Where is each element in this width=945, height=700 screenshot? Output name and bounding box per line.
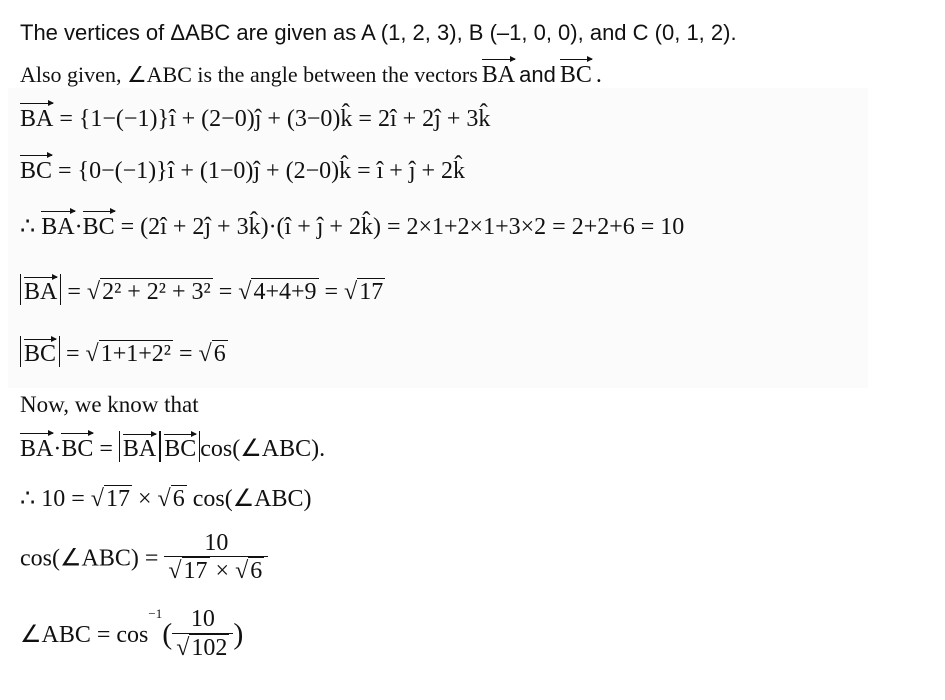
magnitude-BA-abs bbox=[20, 274, 61, 305]
intro-line-2-text: Also given, ∠ABC is the angle between the vectors bbox=[20, 62, 478, 87]
cos-formula-abs-BC-vector: BC bbox=[164, 431, 196, 462]
fraction-1-den-root: √ bbox=[168, 558, 182, 585]
mag-ba-radicand-2: 4+4+9 bbox=[253, 279, 317, 305]
cos-formula-rest: cos(∠ABC) bbox=[200, 436, 320, 462]
equation-BC bbox=[20, 152, 465, 185]
magnitude-BA-vector: BA bbox=[24, 274, 57, 305]
and-word: and bbox=[519, 62, 556, 87]
angle-abc-result bbox=[20, 606, 243, 663]
therefore-10-lhs: ∴ 10 = √ bbox=[20, 486, 104, 512]
cos-formula-BC: BC bbox=[61, 430, 93, 463]
cos-formula-abs-BC bbox=[160, 431, 200, 462]
therefore-symbol: ∴ bbox=[20, 214, 42, 240]
vector-BA-label: BA bbox=[20, 100, 53, 133]
mag-bc-eq-2: = √ bbox=[173, 341, 212, 367]
equation-BA-rhs: = {1−(−1)}î + (2−0)ĵ + (3−0)k̂ = 2î + 2ĵ + 3k̂ bbox=[53, 106, 491, 132]
fraction-1-den-6: 6 bbox=[250, 558, 263, 585]
mag-ba-eq-2: = √ bbox=[212, 279, 252, 305]
mag-bc-radicand-1: 1+1+2² bbox=[100, 341, 171, 367]
therefore-10 bbox=[20, 484, 312, 513]
fraction-2 bbox=[172, 606, 233, 662]
fraction-1 bbox=[164, 530, 268, 586]
equation-BC-rhs: = {0−(−1)}î + (1−0)ĵ + (2−0)k̂ = î + ĵ + 2k̂ bbox=[52, 158, 466, 184]
mag-bc-eq-1: = √ bbox=[60, 341, 99, 367]
cos-formula-dot: · bbox=[53, 436, 62, 462]
fraction-1-numerator: 10 bbox=[164, 530, 268, 557]
sqrt-17: 17 bbox=[105, 486, 130, 512]
cos-abc-tail: cos(∠ABC) bbox=[186, 486, 312, 512]
sqrt-6: 6 bbox=[172, 486, 185, 512]
mag-ba-eq-3: = √ bbox=[318, 279, 358, 305]
fraction-1-den-17: 17 bbox=[183, 558, 208, 585]
fraction-2-numerator: 10 bbox=[172, 606, 233, 633]
magnitude-BC bbox=[20, 336, 228, 368]
cos-formula-period: . bbox=[319, 436, 326, 462]
inverse-exponent: −1 bbox=[148, 606, 163, 621]
right-paren: ) bbox=[233, 617, 244, 651]
period: . bbox=[595, 62, 602, 88]
vector-BC-label: BC bbox=[20, 152, 52, 185]
mag-ba-eq-1: = √ bbox=[61, 279, 101, 305]
mag-ba-radicand-3: 17 bbox=[359, 279, 384, 305]
dot-product-rhs: = (2î + 2ĵ + 3k̂)·(î + ĵ + 2k̂) = 2×1+2×1+3×2 = 2+2+6 = 10 bbox=[114, 214, 685, 240]
vector-BC-dot: BC bbox=[83, 208, 115, 241]
mag-bc-radicand-2: 6 bbox=[213, 341, 226, 367]
vector-BA-dot: BA bbox=[41, 208, 74, 241]
now-we-know: Now, we know that bbox=[20, 392, 199, 417]
magnitude-BC-vector: BC bbox=[24, 336, 56, 367]
equation-dot-product bbox=[20, 208, 684, 241]
fraction-2-den-102: 102 bbox=[191, 634, 228, 661]
intro-line-2 bbox=[20, 56, 602, 89]
fraction-1-denominator bbox=[164, 557, 268, 586]
cos-formula-BA: BA bbox=[20, 430, 53, 463]
left-paren: ( bbox=[162, 617, 173, 651]
cos-abc-lhs: cos(∠ABC) = bbox=[20, 545, 165, 572]
times-sqrt: × √ bbox=[131, 486, 171, 512]
dot-symbol: · bbox=[74, 214, 83, 240]
magnitude-BC-abs bbox=[20, 336, 60, 367]
vector-BA: BA bbox=[482, 56, 515, 89]
angle-abc-lhs: ∠ABC = cos bbox=[20, 621, 149, 648]
fraction-2-den-root: √ bbox=[176, 634, 190, 661]
cos-formula-abs-BA bbox=[119, 431, 160, 462]
fraction-2-denominator bbox=[172, 634, 233, 663]
cos-formula-abs-BA-vector: BA bbox=[123, 431, 156, 462]
intro-line-1: The vertices of ΔABC are given as A (1, 2, 3), B (–1, 0, 0), and C (0, 1, 2). bbox=[20, 20, 737, 45]
vector-BC: BC bbox=[560, 56, 592, 89]
equation-BA bbox=[20, 100, 490, 133]
magnitude-BA bbox=[20, 274, 385, 306]
cos-formula-eq: = bbox=[93, 436, 119, 462]
mag-ba-radicand-1: 2² + 2² + 3² bbox=[102, 279, 211, 305]
cos-formula bbox=[20, 430, 325, 463]
fraction-1-den-times: × √ bbox=[209, 558, 249, 585]
cos-abc-fraction bbox=[20, 530, 268, 586]
